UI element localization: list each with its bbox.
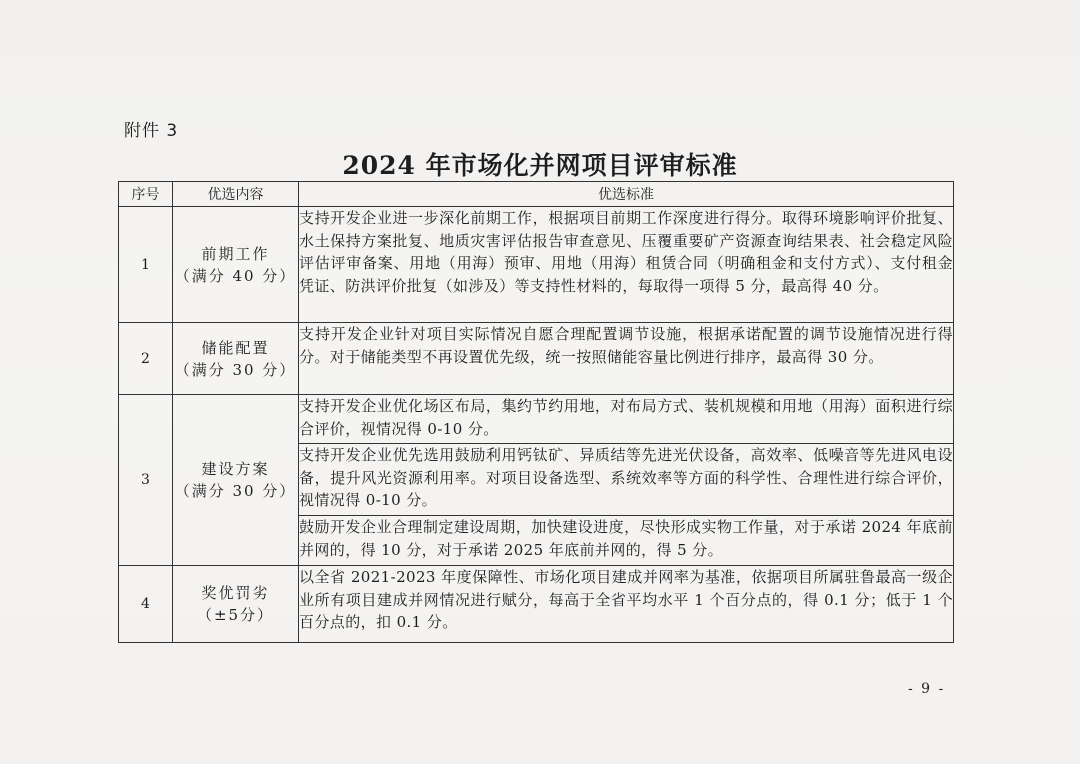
row-seq: 3: [119, 395, 173, 566]
row-standard: 支持开发企业优先选用鼓励利用钙钛矿、异质结等先进光伏设备，高效率、低噪音等先进风电设备，提升风光资源利用率。对项目设备选型、系统效率等方面的科学性、合理性进行综合评价，视情况得 0-10 分。: [299, 444, 954, 516]
row-content: [173, 566, 299, 643]
row-standard: 支持开发企业进一步深化前期工作，根据项目前期工作深度进行得分。取得环境影响评价批复、水土保持方案批复、地质灾害评估报告审查意见、压覆重要矿产资源查询结果表、社会稳定风险评估评审备案、用地（用海）预审、用地（用海）租赁合同（明确租金和支付方式）、支付租金凭证、防洪评价批复（如涉及）等支持性材料的，每取得一项得 5 分，最高得 40 分。: [299, 207, 954, 323]
row-standard: 以全省 2021-2023 年度保障性、市场化项目建成并网率为基准，依据项目所属驻鲁最高一级企业所有项目建成并网情况进行赋分，每高于全省平均水平 1 个百分点的，得 0.1 分；低于 1 个百分点的，扣 0.1 分。: [299, 566, 954, 643]
content-score: （满分 30 分）: [174, 360, 297, 379]
content-title: 建设方案: [201, 460, 270, 478]
row-content: [173, 207, 299, 323]
content-title: 储能配置: [201, 338, 270, 357]
page-number: - 9 -: [908, 681, 946, 697]
row-standard: 支持开发企业优化场区布局，集约节约用地，对布局方式、装机规模和用地（用海）面积进行综合评价，视情况得 0-10 分。: [299, 395, 954, 444]
table-row: [119, 323, 954, 395]
table-row: [119, 566, 954, 643]
table-row: [119, 395, 954, 444]
content-title: 前期工作: [201, 244, 270, 263]
table-row: [119, 207, 954, 323]
header-content: 优选内容: [173, 182, 299, 207]
document-title: 2024 年市场化并网项目评审标准: [342, 151, 738, 180]
row-content: [173, 395, 299, 566]
content-score: （±5分）: [196, 606, 275, 624]
row-seq: 2: [119, 323, 173, 395]
table-header-row: [119, 182, 954, 207]
row-seq: 1: [119, 207, 173, 323]
content-score: （满分 40 分）: [174, 266, 297, 285]
criteria-table: [118, 181, 954, 643]
row-content: [173, 323, 299, 395]
attachment-label: 附件 3: [124, 121, 179, 141]
row-seq: 4: [119, 566, 173, 643]
content-title: 奖优罚劣: [201, 584, 270, 602]
header-standard: 优选标准: [299, 182, 954, 207]
row-standard: 支持开发企业针对项目实际情况自愿合理配置调节设施，根据承诺配置的调节设施情况进行得分。对于储能类型不再设置优先级，统一按照储能容量比例进行排序，最高得 30 分。: [299, 323, 954, 395]
row-standard: 鼓励开发企业合理制定建设周期，加快建设进度，尽快形成实物工作量，对于承诺 2024 年底前并网的，得 10 分，对于承诺 2025 年底前并网的，得 5 分。: [299, 516, 954, 566]
header-seq: 序号: [119, 182, 173, 207]
content-score: （满分 30 分）: [174, 482, 297, 500]
